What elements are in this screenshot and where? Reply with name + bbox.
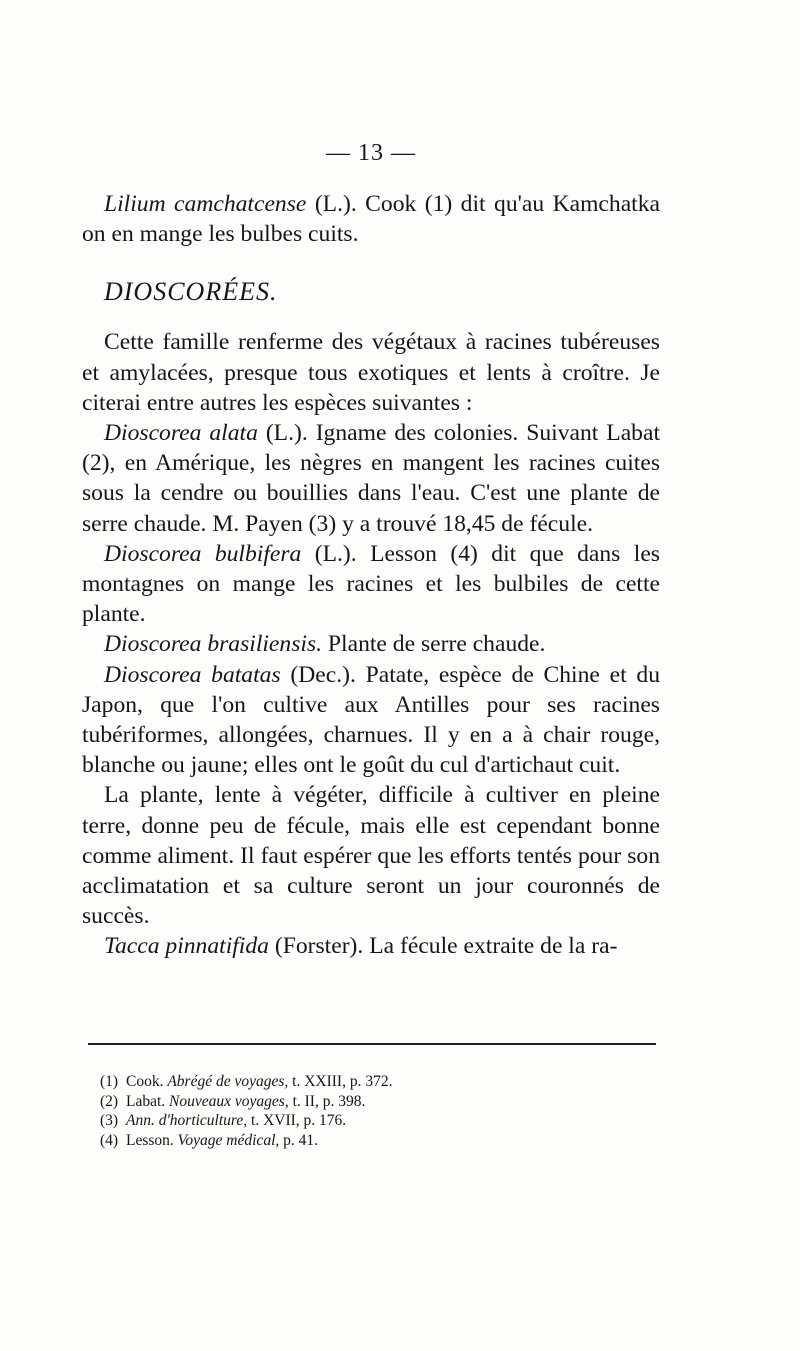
paragraph-text: (Forster). La fécule extraite de la ra- <box>268 933 618 960</box>
page-body <box>82 140 660 962</box>
paragraph-text: (L.). Igname des colonies. Suivant Labat (2), en Amérique, les nègres en mangent les racines cuites sous la cendre ou bouillies dans l'eau. C'est une plante de serre chaude. M. Payen (3) y a trouvé 18,45 de fécule. <box>82 420 660 537</box>
footnote <box>100 1072 392 1092</box>
footnotes <box>100 1072 392 1150</box>
footnote-title: Abrégé de voyages, <box>167 1073 289 1090</box>
footnote <box>100 1111 392 1131</box>
footnote-ref: t. XVII, p. 176. <box>247 1112 347 1129</box>
species-name: Dioscorea batatas <box>104 661 281 688</box>
species-name: Lilium camchatcense <box>104 191 307 217</box>
footnote-number: (1) <box>100 1073 119 1090</box>
footnote-title: Nouveaux voyages, <box>169 1092 289 1110</box>
footnote-title: Ann. d'horticulture, <box>126 1112 248 1129</box>
paragraph-dioscorea-brasiliensis <box>82 629 660 659</box>
species-name: Dioscorea brasiliensis. <box>104 631 323 658</box>
footnote-divider <box>88 1043 656 1045</box>
footnote-ref: t. XXIII, p. 372. <box>288 1073 393 1090</box>
species-name: Dioscorea bulbifera <box>104 540 302 567</box>
paragraph-lilium <box>82 189 660 249</box>
footnote-author: Labat. <box>126 1092 166 1110</box>
footnote-ref: t. II, p. 398. <box>288 1092 366 1110</box>
page-number: — 13 — <box>326 140 416 166</box>
paragraph-plante: La plante, lente à végéter, difficile à cultiver en pleine terre, donne peu de fécule, mais elle est cependant bonne comme aliment. Il faut espérer que les efforts tentés pour son acclimatation et sa culture seront un jour couronnés de succès. <box>82 782 660 930</box>
paragraph-text: Plante de serre chaude. <box>322 631 546 658</box>
paragraph-text: (L.). Cook (1) dit qu'au Kamchatka on en mange les bulbes cuits. <box>82 191 660 248</box>
species-name: Dioscorea alata <box>104 420 258 447</box>
paragraph-text: (L.). Lesson (4) dit que dans les montagnes on mange les racines et les bulbiles de cette plante. <box>82 540 660 628</box>
paragraph-intro: Cette famille renferme des végétaux à racines tubéreuses et amylacées, presque tous exotiques et lents à croître. Je citerai entre autres les espèces suivantes : <box>82 329 660 416</box>
footnote <box>100 1131 392 1151</box>
footnote-title: Voyage médical, <box>177 1131 280 1149</box>
footnote-number: (2) <box>100 1092 119 1110</box>
footnote <box>100 1092 392 1112</box>
paragraph-text: (Dec.). Patate, espèce de Chine et du Japon, que l'on cultive aux Antilles pour ses racines tubériformes, allongées, charnues. Il y en a à chair rouge, blanche ou jaune; elles ont le goût du cul d'artichaut cuit. <box>82 661 660 779</box>
paragraph-tacca <box>82 931 660 961</box>
paragraph-dioscorea-batatas <box>82 660 660 781</box>
paragraph-dioscorea-alata <box>82 418 660 539</box>
footnote-number: (4) <box>100 1131 119 1149</box>
species-name: Tacca pinnatifida <box>104 933 269 960</box>
paragraph-dioscorea-bulbifera <box>82 539 660 630</box>
section-heading: DIOSCORÉES. <box>104 277 278 307</box>
footnote-author: Lesson. <box>126 1131 174 1149</box>
footnote-ref: p. 41. <box>279 1131 318 1149</box>
footnote-number: (3) <box>100 1112 119 1129</box>
footnote-author: Cook. <box>126 1073 164 1090</box>
